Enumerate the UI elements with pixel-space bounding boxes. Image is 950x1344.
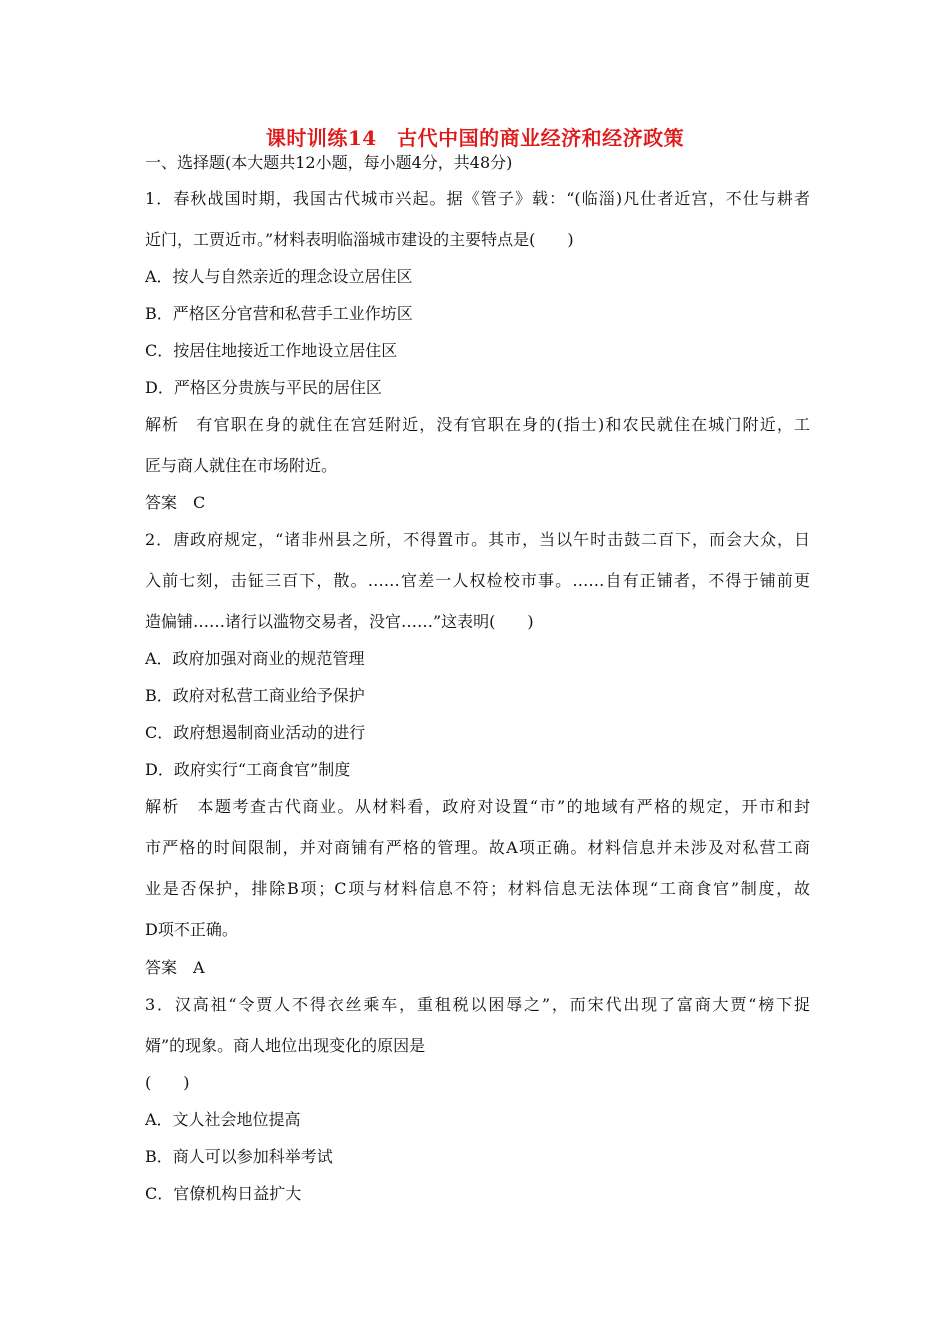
q1-option-c: C．按居住地接近工作地设立居住区 — [145, 341, 398, 360]
q1-option-d: D．严格区分贵族与平民的居住区 — [145, 378, 382, 397]
q2-stem-line-1: 2．唐政府规定，“诸非州县之所，不得置市。其市，当以午时击鼓二百下，而会大众，日 — [145, 530, 810, 549]
q1-stem-line-2: 近门，工贾近市。”材料表明临淄城市建设的主要特点是( ) — [145, 230, 574, 249]
q3-option-b: B．商人可以参加科举考试 — [145, 1147, 333, 1166]
q1-option-a: A．按人与自然亲近的理念设立居住区 — [145, 267, 413, 286]
q1-analysis-line-2: 匠与商人就住在市场附近。 — [145, 456, 338, 475]
page-title: 课时训练14 古代中国的商业经济和经济政策 — [265, 126, 685, 150]
q3-stem-line-3: ( ) — [145, 1073, 190, 1092]
q3-stem-line-1: 3．汉高祖“令贾人不得衣丝乘车，重租税以困辱之”，而宋代出现了富商大贾“榜下捉 — [145, 995, 810, 1014]
q2-option-a: A．政府加强对商业的规范管理 — [145, 649, 365, 668]
q3-stem-line-2: 婿”的现象。商人地位出现变化的原因是 — [145, 1036, 426, 1055]
q2-stem-line-3: 造偏铺……诸行以滥物交易者，没官……”这表明( ) — [145, 612, 534, 631]
q2-answer: 答案 A — [145, 958, 205, 977]
q1-analysis-line-1: 解析 有官职在身的就住在宫廷附近，没有官职在身的(指士)和农民就住在城门附近，工 — [145, 415, 810, 434]
q2-option-d: D．政府实行“工商食官”制度 — [145, 760, 351, 779]
q2-analysis-line-2: 市严格的时间限制，并对商铺有严格的管理。故A项正确。材料信息并未涉及对私营工商 — [145, 838, 810, 857]
q1-answer: 答案 C — [145, 493, 206, 512]
q2-option-c: C．政府想遏制商业活动的进行 — [145, 723, 366, 742]
q1-option-b: B．严格区分官营和私营手工业作坊区 — [145, 304, 413, 323]
q2-analysis-line-4: D项不正确。 — [145, 920, 238, 939]
q3-option-a: A．文人社会地位提高 — [145, 1110, 301, 1129]
q2-analysis-line-1: 解析 本题考查古代商业。从材料看，政府对设置“市”的地域有严格的规定，开市和封 — [145, 797, 810, 816]
q2-option-b: B．政府对私营工商业给予保护 — [145, 686, 365, 705]
q2-stem-line-2: 入前七刻，击钲三百下，散。……官差一人权检校市事。……自有正铺者，不得于铺前更 — [145, 571, 810, 590]
q1-stem-line-1: 1．春秋战国时期，我国古代城市兴起。据《管子》载：“(临淄)凡仕者近宫，不仕与耕者 — [145, 189, 810, 208]
section-heading: 一、选择题(本大题共12小题，每小题4分，共48分) — [145, 153, 513, 172]
q2-analysis-line-3: 业是否保护，排除B项；C项与材料信息不符；材料信息无法体现“工商食官”制度，故 — [145, 879, 810, 898]
q3-option-c: C．官僚机构日益扩大 — [145, 1184, 302, 1203]
